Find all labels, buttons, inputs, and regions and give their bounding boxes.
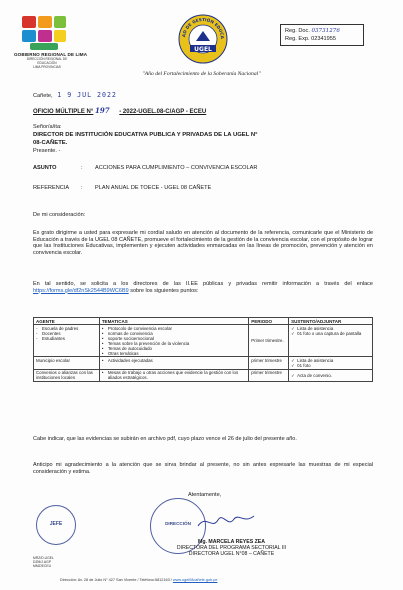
table-row: Convenios o alianzas con las instituciones locales • Mesas de trabajo u otras acciones que evidencie la gestión con los aliados estratégicos. primer trimestre ✓ Acta de convenio.	[34, 369, 373, 381]
recipient-line-1: DIRECTOR DE INSTITUCIÓN EDUCATIVA PUBLICA Y PRIVADAS DE LA UGEL N°	[33, 132, 258, 138]
salutation: Señor/a/ita:	[33, 124, 62, 130]
office-handwritten-number: 197	[94, 106, 110, 115]
footer: Dirección: Av. 28 de Julio N° 427 San Vicente / Teléfono:5812163 / www.ugel08cañete.gob.pe	[60, 578, 218, 582]
ugel-logo	[178, 14, 228, 64]
presente: Presente. -	[33, 148, 61, 154]
reg-doc-label: Reg. Doc.	[285, 28, 310, 34]
gob-subtitle: DIRECCIÓN REGIONAL DE EDUCACIÓN LIMA PROVINCIAS	[26, 57, 68, 69]
reg-doc-number: 03731276	[311, 28, 340, 34]
footer-web-link[interactable]: www.ugel08cañete.gob.pe	[172, 578, 218, 582]
handwritten-signature-icon	[196, 510, 256, 532]
asunto-line: ASUNTO : ACCIONES PARA CUMPLIMIENTO – CONVIVENCIA ESCOLAR	[33, 165, 258, 171]
forms-link[interactable]: https://forms.gle/df2nSk2544B9WC6B9	[33, 287, 129, 294]
table-header-row	[34, 318, 373, 325]
recipient-line-2: 08-CAÑETE.	[33, 140, 68, 146]
initials: MRZ/D.UGEL DZM/J.AGP MMZ/ECEU	[33, 556, 54, 568]
activities-table	[33, 317, 373, 382]
ugel-arc-text: AD DE GESTIÓN EDUCA	[181, 16, 226, 39]
gobierno-regional-logo	[16, 14, 72, 54]
date-stamp: 1 9 JUL 2022	[57, 91, 117, 99]
office-number-line: OFICIO MÚLTIPLE N° 197 - 2022-UGEL.08-C/AGP - ECEU	[33, 106, 207, 115]
paragraph-4: Anticipo mi agradecimiento a la atención que se sirva brindar al presente, no sin antes expresarle las muestras de mi especial consideración y estima.	[33, 462, 373, 475]
year-phrase: "Año del Fortalecimiento de la Soberanía Nacional"	[142, 71, 261, 77]
paragraph-2: En tal sentido, se solicita a los directores de las II.EE públicas y privadas remitir información a través del enlace https://forms.gle/df2nSk2544B9WC6B9 sobre los siguientes puntos:	[33, 281, 373, 294]
col-header-tematicas: TEMATICAS	[99, 318, 248, 325]
col-header-agente: AGENTE	[34, 318, 100, 325]
closing: Atentamente,	[188, 492, 222, 498]
greeting: De mi consideración:	[33, 212, 86, 218]
direccion-seal-icon: DIRECCIÓN	[150, 498, 206, 554]
paragraph-1: Es grato dirigirme a usted para expresarle mi cordial saludo en atención al documento de la referencia, comunicarle que el Ministerio de Educación a través de la UGEL 08 CAÑETE, promueve el fortalecimiento de la gestión de la convivencia escolar, con el propósito de lograr que las Instituciones Educativas, implementen y ejecuten actividades enmarcadas en las líneas de promoción, prevención y atención en convivencia escolar.	[33, 230, 373, 256]
gob-name: GOBIERNO REGIONAL DE LIMA	[14, 52, 88, 57]
referencia-line: REFERENCIA : PLAN ANUAL DE TOECE - UGEL 08 CAÑETE	[33, 185, 212, 191]
table-row: - Escuela de padres - Docentes - Estudiantes • Protocolo de convivencia escolar • normas de convivencia • soporte socioemocional • Temas sobre la prevención de la violencia • Temas de autocuidado • Otras temáticas Primer trimestre. ✓ Lista de asistencia ✓ 01 foto o una captura de pantalla	[34, 325, 373, 357]
registration-box	[280, 24, 364, 46]
col-header-periodo: PERIODO	[249, 318, 289, 325]
date-line: Cañete, 1 9 JUL 2022	[33, 91, 117, 99]
signature-block: Mg. MARCELA REYES ZEA DIRECTORA DEL PROGRAMA SECTORIAL III DIRECTORA UGEL N°08 – CAÑETE	[176, 539, 287, 557]
ugel-label: UGEL	[194, 45, 212, 53]
col-header-sustento: SUSTENTO/ADJUNTAR	[289, 318, 373, 325]
jefe-seal-icon: JEFE	[36, 505, 76, 545]
paragraph-3: Cabe indicar, que las evidencias se subirán en archivo pdf, cuyo plazo vence el 26 de julio del presente año.	[33, 436, 297, 442]
table-row: Municipio escolar • Actividades ejecutadas primer trimestre ✓ Lista de asistencia ✓ 01 foto	[34, 357, 373, 369]
reg-exp: Reg. Exp. 02341955	[285, 36, 337, 42]
